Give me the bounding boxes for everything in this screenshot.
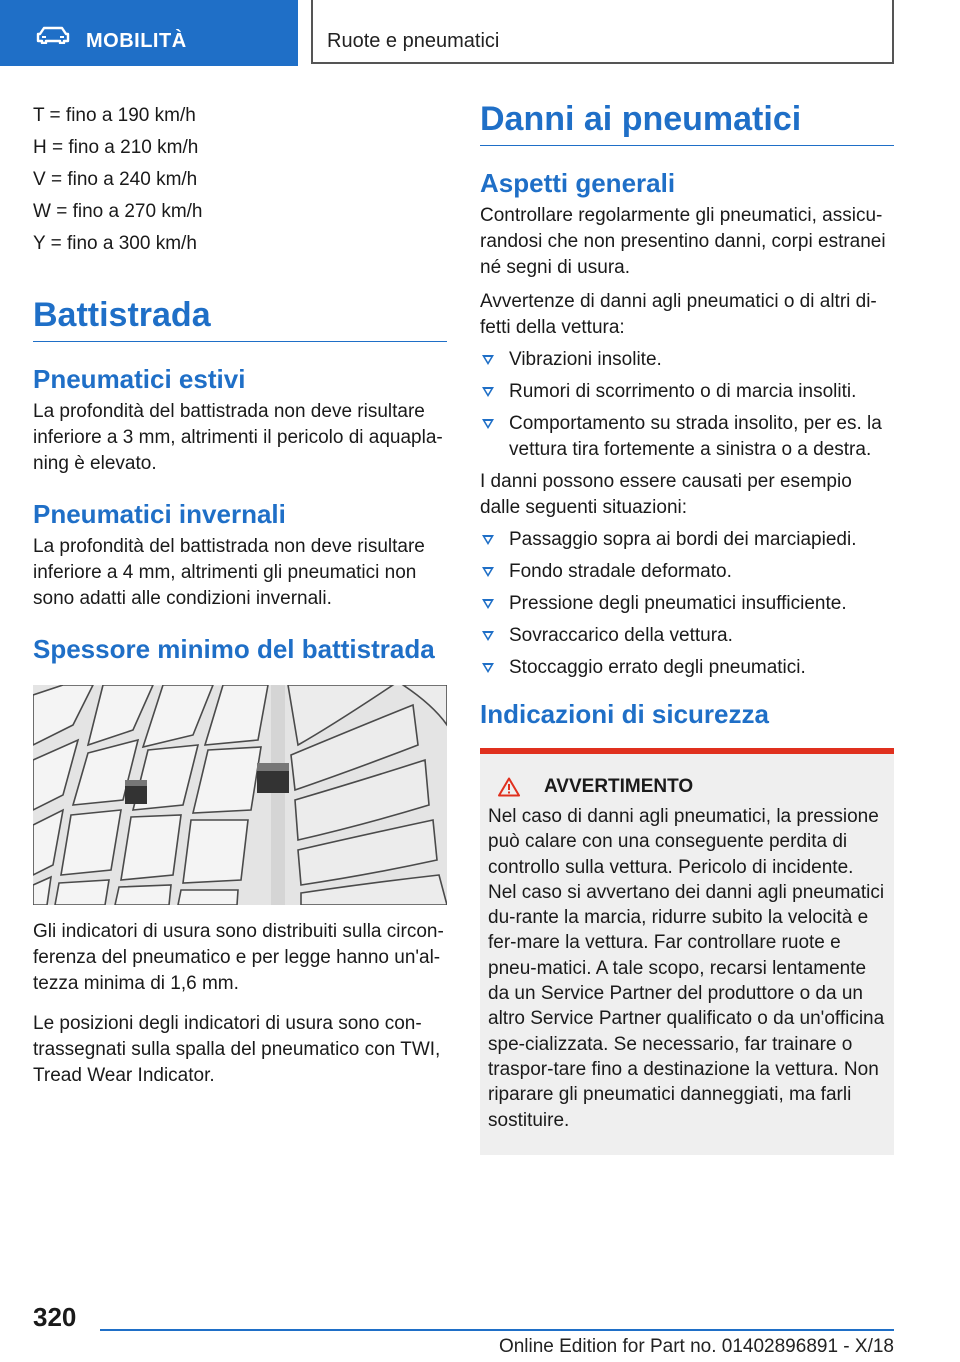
- speed-rating-line: W = fino a 270 km/h: [33, 201, 203, 222]
- list-item: Passaggio sopra ai bordi dei marciapiedi.: [480, 527, 894, 553]
- list-item: Rumori di scorrimento o di marcia insoliti.: [480, 379, 894, 405]
- triangle-bullet-icon: [482, 663, 494, 673]
- list-item: Stoccaggio errato degli pneumatici.: [480, 655, 894, 681]
- car-icon: [36, 26, 70, 44]
- footer-divider: [100, 1329, 894, 1331]
- min-tread-heading: Spessore minimo del battistrada: [33, 634, 435, 664]
- tread-heading: Battistrada: [33, 296, 447, 342]
- list-item: Vibrazioni insolite.: [480, 347, 894, 373]
- speed-rating-line: V = fino a 240 km/h: [33, 169, 198, 190]
- damage-signs-list: [480, 347, 894, 463]
- general-text: Controllare regolarmente gli pneumatici, assicu-randosi che non presentino danni, corpi estranei né segni di usura.: [480, 205, 886, 278]
- page-number: 320: [33, 1302, 77, 1332]
- speed-rating-line: Y = fino a 300 km/h: [33, 233, 197, 254]
- summer-tires-heading: Pneumatici estivi: [33, 364, 246, 394]
- general-heading: Aspetti generali: [480, 168, 676, 198]
- damage-signs-intro: Avvertenze di danni agli pneumatici o di altri di-fetti della vettura:: [480, 291, 877, 338]
- footer-edition: Online Edition for Part no. 01402896891 - X/18: [498, 1336, 894, 1357]
- chapter-label: MOBILITÀ: [86, 30, 187, 52]
- safety-heading: Indicazioni di sicurezza: [480, 699, 769, 729]
- list-item: Sovraccarico della vettura.: [480, 623, 894, 649]
- warning-header: [488, 776, 886, 798]
- damage-causes-list: [480, 527, 894, 681]
- chapter-tab: [0, 0, 298, 66]
- tire-tread-illustration: [33, 685, 447, 905]
- triangle-bullet-icon: [482, 419, 494, 429]
- summer-tires-text: La profondità del battistrada non deve risultare inferiore a 3 mm, altrimenti il pericolo di aquapla-ning è elevato.: [33, 401, 443, 474]
- section-title: Ruote e pneumatici: [327, 30, 500, 52]
- tire-damage-heading: Danni ai pneumatici: [480, 100, 894, 146]
- list-item: Fondo stradale deformato.: [480, 559, 894, 585]
- wear-indicator-text-1: Gli indicatori di usura sono distribuiti sulla circon-ferenza del pneumatico e per legge hanno un'al-tezza minima di 1,6 mm.: [33, 921, 444, 994]
- triangle-bullet-icon: [482, 355, 494, 365]
- list-item: Pressione degli pneumatici insufficiente.: [480, 591, 894, 617]
- warning-box: [480, 748, 894, 1155]
- triangle-bullet-icon: [482, 599, 494, 609]
- right-column: [480, 100, 894, 1155]
- triangle-bullet-icon: [482, 535, 494, 545]
- damage-causes-intro: I danni possono essere causati per esempio dalle seguenti situazioni:: [480, 471, 852, 518]
- warning-label: AVVERTIMENTO: [544, 776, 694, 797]
- warning-triangle-icon: [498, 777, 520, 797]
- speed-rating-line: H = fino a 210 km/h: [33, 137, 199, 158]
- triangle-bullet-icon: [482, 631, 494, 641]
- section-header: [311, 0, 894, 64]
- triangle-bullet-icon: [482, 387, 494, 397]
- speed-rating-line: T = fino a 190 km/h: [33, 105, 196, 126]
- list-item: Comportamento su strada insolito, per es. la vettura tira fortemente a sinistra o a destra.: [480, 411, 894, 463]
- wear-indicator-text-2: Le posizioni degli indicatori di usura sono con-trassegnati sulla spalla del pneumatico con TWI, Tread Wear Indicator.: [33, 1013, 441, 1086]
- left-column: [33, 100, 447, 1089]
- triangle-bullet-icon: [482, 567, 494, 577]
- winter-tires-text: La profondità del battistrada non deve risultare inferiore a 4 mm, altrimenti gli pneumatici non sono adatti alle condizioni invernali.: [33, 536, 425, 609]
- winter-tires-heading: Pneumatici invernali: [33, 499, 286, 529]
- warning-text: Nel caso di danni agli pneumatici, la pressione può calare con una conseguente perdita di controllo sulla vettura. Pericolo di incidente. Nel caso si avvertano dei danni agli pneumatici du-rante la marcia, ridurre subito la velocità e fer-mare la vettura. Far controllare ruote e pneu-matici. A tale scopo, recarsi lentamente da un Service Partner del produttore o da un altro Service Partner qualificato o da un'officina spe-cializzata. Se necessario, far trainare o traspor-tare fino a destinazione la vettura. Non riparare gli pneumatici danneggiati, ma farli sostituire.: [488, 806, 885, 1131]
